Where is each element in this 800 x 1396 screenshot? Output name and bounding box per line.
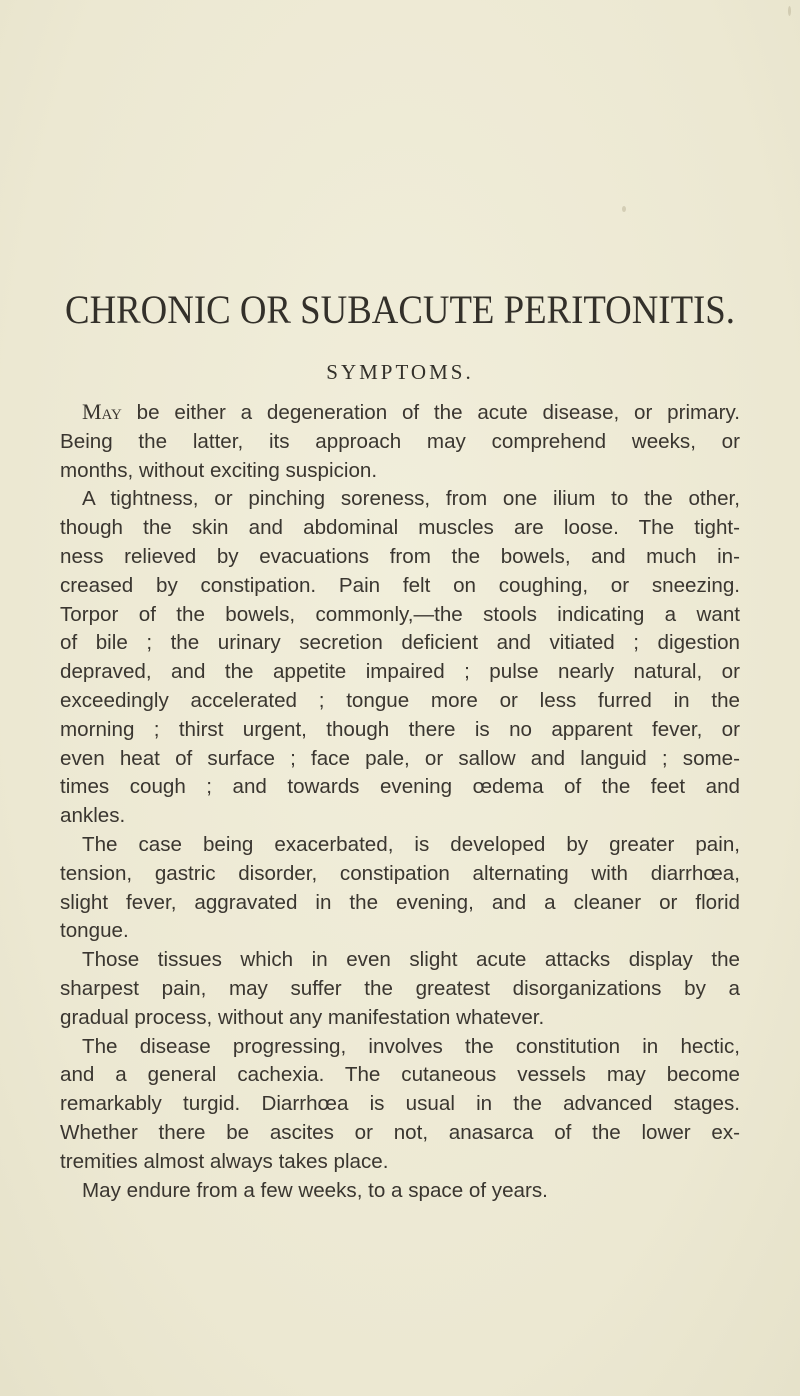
text-line: though the skin and abdominal muscles are loose. The tight- [60,516,740,540]
text-line: A tightness, or pinching soreness, from one ilium to the other, [82,487,740,511]
lead-word: May [82,399,122,424]
paragraph [60,946,740,1032]
text-line [60,398,740,428]
text-line: morning ; thirst urgent, though there is no apparent fever, or [60,717,740,741]
text-line: sharpest pain, may suffer the greatest disorganizations by a [60,976,740,1000]
text-line: times cough ; and towards evening œdema of the feet and [60,775,740,799]
text-line: Whether there be ascites or not, anasarca of the lower ex- [60,1120,740,1144]
section-heading: SYMPTOMS. [326,360,474,384]
paper-blemish [788,6,791,16]
text-line: tension, gastric disorder, constipation alternating with diarrhœa, [60,861,740,885]
text-line: of bile ; the urinary secretion deficient and vitiated ; digestion [60,631,740,655]
text-line: creased by constipation. Pain felt on coughing, or sneezing. [60,573,740,597]
text-line: remarkably turgid. Diarrhœa is usual in the advanced stages. [60,1092,740,1116]
text-line: months, without exciting suspicion. [60,458,378,482]
text-line: gradual process, without any manifestation whatever. [60,1005,545,1029]
text-line: and a general cachexia. The cutaneous vessels may become [60,1063,740,1087]
text-line: depraved, and the appetite impaired ; pulse nearly natural, or [60,660,740,684]
text-line: Being the latter, its approach may comprehend weeks, or [60,429,740,453]
paper-blemish [622,206,626,212]
text-line: The case being exacerbated, is developed by greater pain, [82,832,740,856]
text-line: Torpor of the bowels, commonly,—the stools indicating a want [60,602,740,626]
text-line: exceedingly accelerated ; tongue more or less furred in the [60,688,740,712]
text-line: Those tissues which in even slight acute attacks display the [82,948,740,972]
text-line: tongue. [60,919,129,943]
text-line: May endure from a few weeks, to a space of years. [82,1178,548,1202]
chapter-title: CHRONIC OR SUBACUTE PERITONITIS. [65,287,735,332]
text-line-rest: be either a degeneration of the acute disease, or primary. [121,401,740,424]
body-text [60,398,740,1205]
text-line: ness relieved by evacuations from the bowels, and much in- [60,544,740,568]
text-line: ankles. [60,804,126,828]
paragraph [60,398,740,485]
text-line: The disease progressing, involves the constitution in hectic, [82,1034,740,1058]
paragraph [60,485,740,831]
text-line: slight fever, aggravated in the evening, and a cleaner or florid [60,890,740,914]
paragraph [60,1177,740,1206]
text-line: even heat of surface ; face pale, or sallow and languid ; some- [60,746,740,770]
paragraph [60,831,740,946]
text-line: tremities almost always takes place. [60,1149,389,1173]
paragraph [60,1033,740,1177]
